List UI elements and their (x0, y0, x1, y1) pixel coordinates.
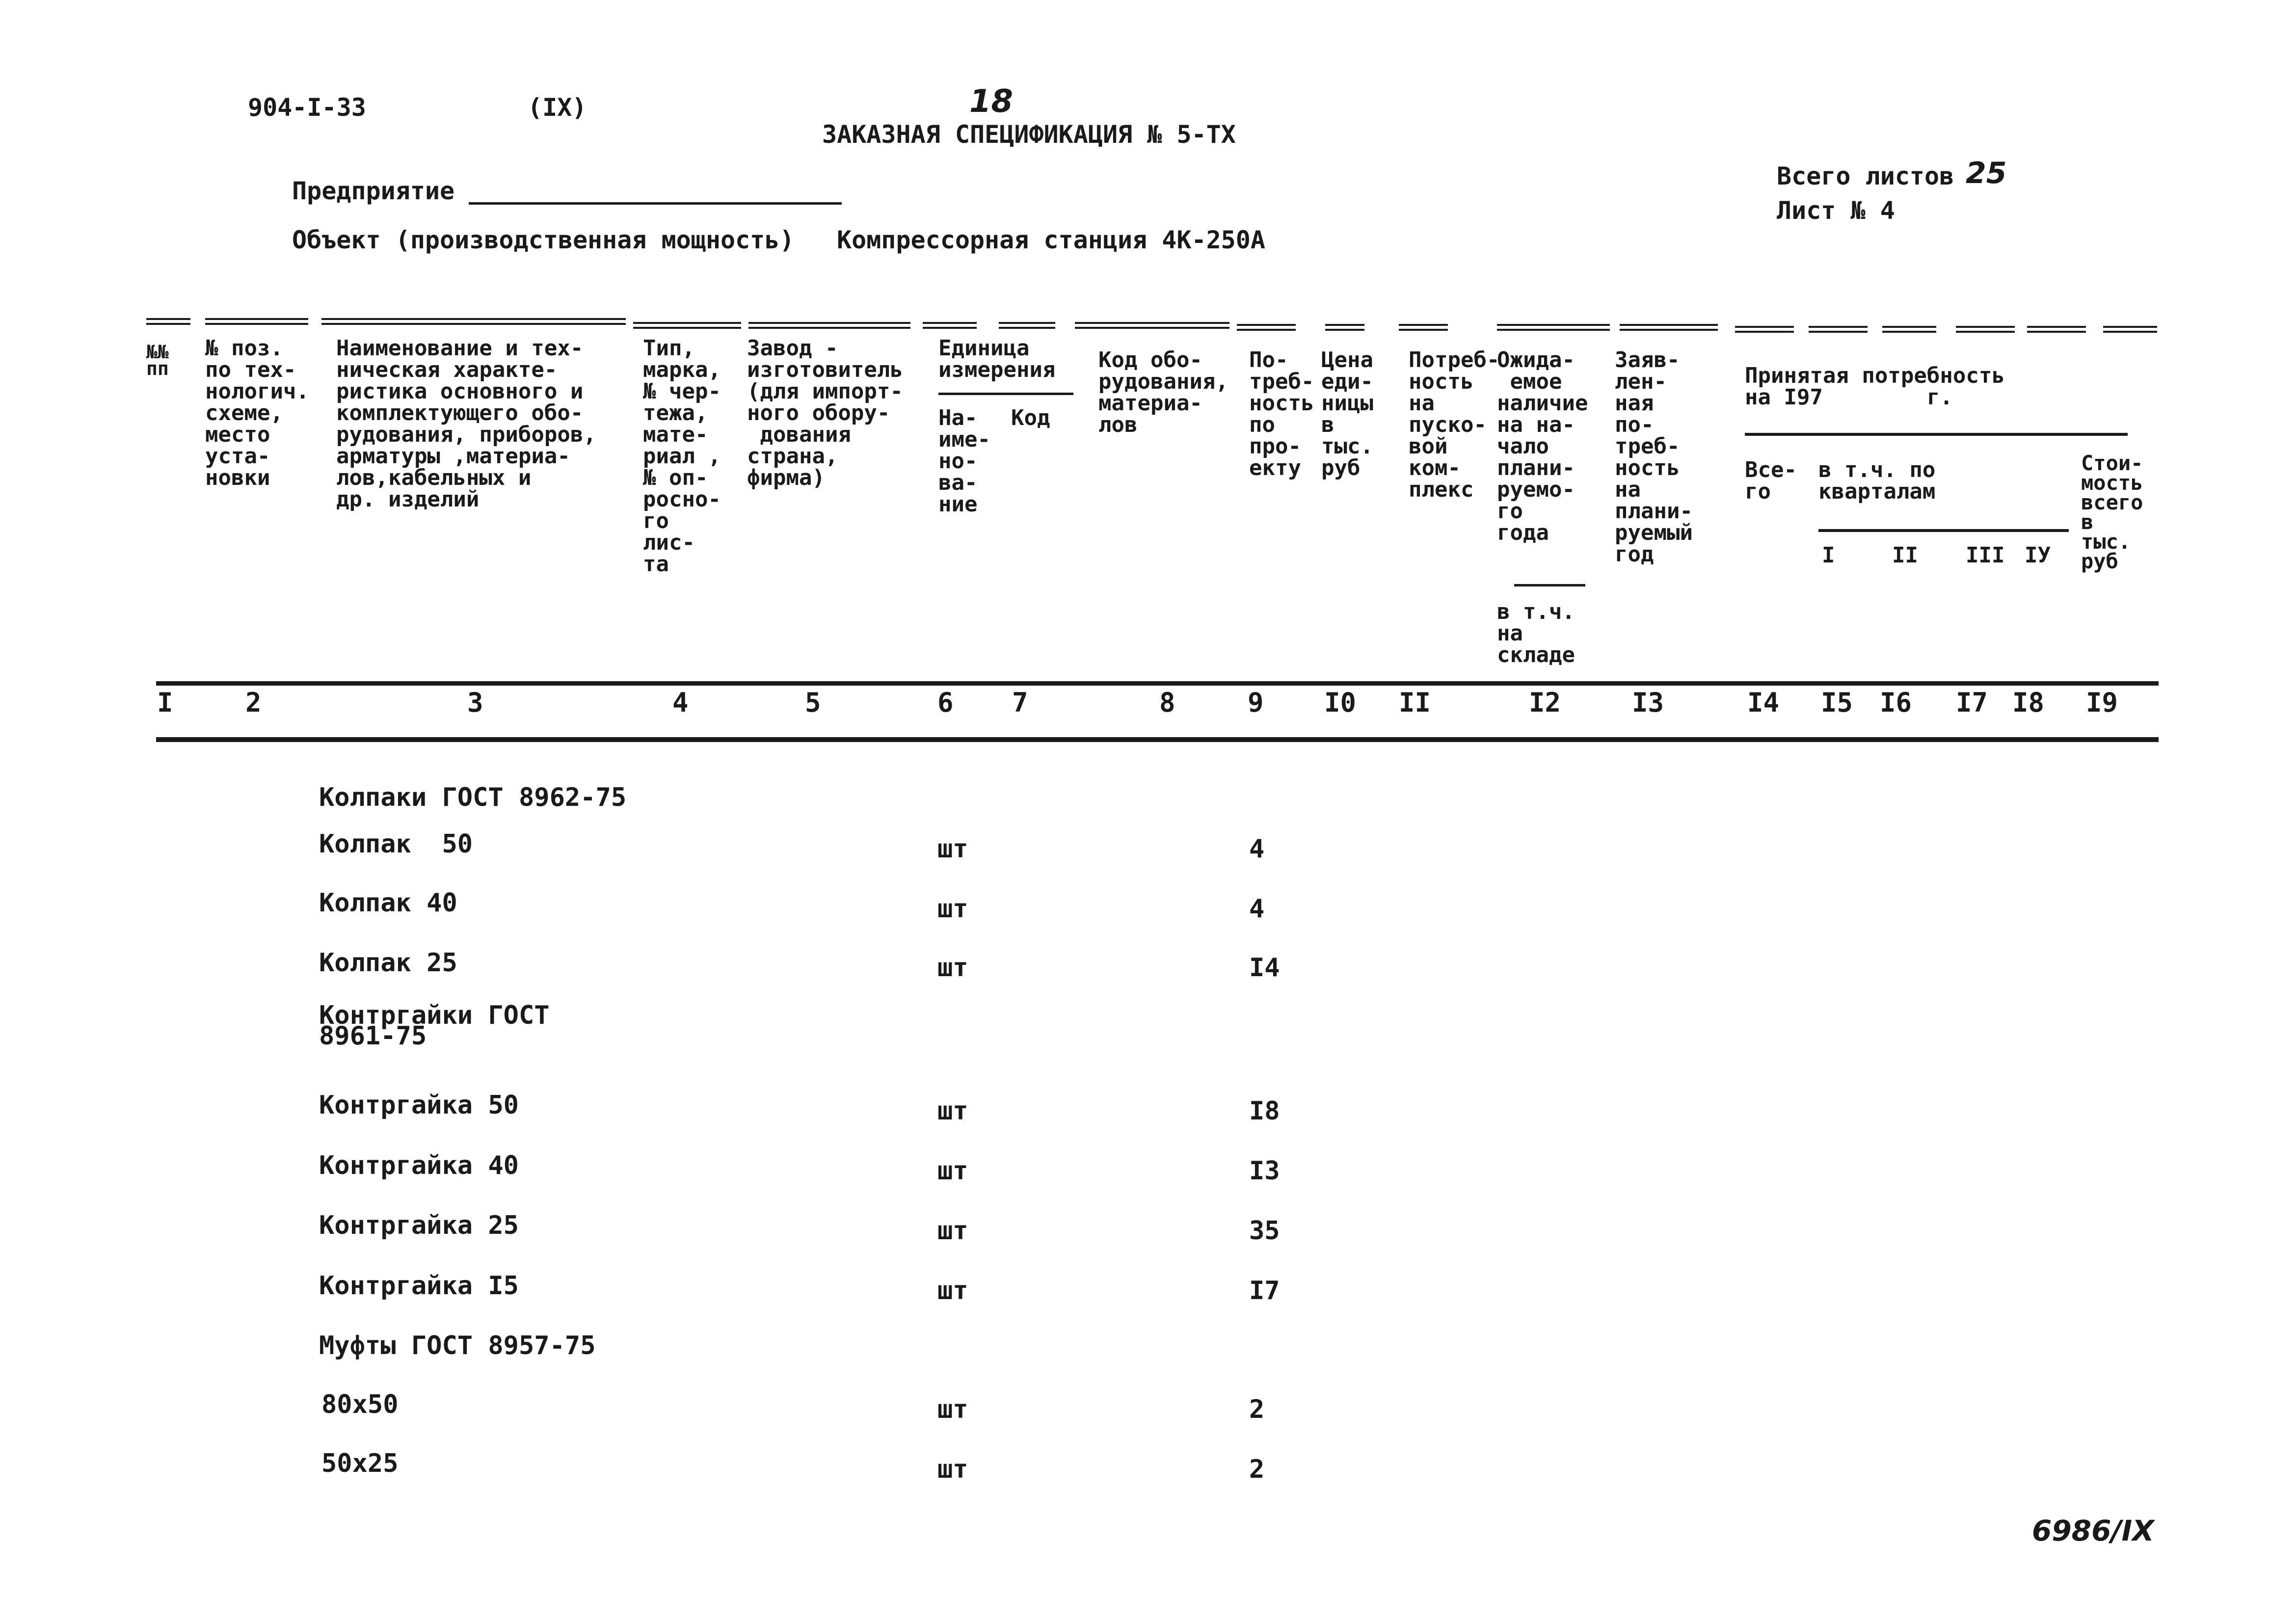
item-unit: шт (937, 953, 968, 983)
column-number: I6 (1880, 687, 1912, 718)
document-code: 904-I-33 (248, 93, 366, 122)
header-col-7: Код (1011, 405, 1050, 430)
volume-number: (IX) (528, 93, 587, 122)
item-group-heading: Колпаки ГОСТ 8962-75 (319, 783, 627, 812)
header-quarter-2: II (1892, 543, 1918, 568)
item-group-heading: Муфты ГОСТ 8957-75 (319, 1331, 596, 1360)
item-name: 80х50 (321, 1390, 399, 1419)
item-group-heading: Контргайки ГОСТ 8961-75 (319, 1001, 550, 1051)
header-col-4: Тип, марка, № чер- тежа, мате- риал , № оп- росно- го лис- та (643, 336, 721, 577)
page-number: 18 (969, 83, 1014, 120)
header-col-19: Стои- мость всего в тыс. руб (2081, 451, 2143, 573)
header-unit-group: Единица измерения (938, 336, 1056, 382)
sheet-label: Лист № 4 (1777, 196, 1895, 225)
numbers-bottom-rule (156, 737, 2159, 742)
item-unit: шт (937, 1276, 968, 1305)
header-quarter-4: IУ (2025, 543, 2051, 568)
header-col-14: Все- го (1745, 457, 1797, 504)
unit-group-rule (938, 393, 1073, 395)
item-unit: шт (937, 1216, 968, 1246)
col-12-sub-rule (1514, 584, 1585, 586)
column-number: 2 (245, 687, 262, 718)
header-col-5: Завод - изготовитель (для импорт- ного обору- дования страна, фирма) (747, 336, 903, 490)
total-sheets-label: Всего листов (1777, 162, 1954, 190)
enterprise-underline (469, 202, 842, 205)
item-quantity: 35 (1249, 1216, 1280, 1246)
item-quantity: I4 (1249, 953, 1280, 983)
column-number: I5 (1821, 687, 1853, 718)
item-name: Контргайка 50 (319, 1091, 519, 1120)
column-number: I8 (2012, 687, 2045, 718)
quarters-group-rule (1818, 529, 2069, 532)
header-quarter-3: III (1966, 543, 2005, 568)
header-quarter-1: I (1822, 543, 1835, 568)
total-sheets-value: 25 (1966, 156, 2007, 190)
header-col-10: Цена еди- ницы в тыс. руб (1321, 347, 1373, 480)
column-number: 3 (467, 687, 483, 718)
item-quantity: I3 (1249, 1156, 1280, 1186)
column-number: I4 (1747, 687, 1780, 718)
item-name: 50х25 (321, 1449, 399, 1478)
header-col-8: Код обо- рудования, материа- лов (1098, 347, 1228, 437)
item-quantity: I8 (1249, 1096, 1280, 1126)
accepted-group-rule (1745, 433, 2128, 436)
item-unit: шт (937, 1455, 968, 1484)
column-number: II (1399, 687, 1431, 718)
item-unit: шт (937, 1395, 968, 1424)
item-unit: шт (937, 1156, 968, 1186)
column-number: I7 (1956, 687, 1988, 718)
column-number: I9 (2086, 687, 2118, 718)
item-name: Контргайка 25 (319, 1211, 519, 1240)
column-number: I2 (1529, 687, 1561, 718)
archive-stamp: 6986/IX (2032, 1514, 2154, 1547)
spec-title: ЗАКАЗНАЯ СПЕЦИФИКАЦИЯ № 5-ТХ (822, 120, 1236, 149)
item-name: Колпак 50 (319, 829, 473, 859)
column-number: I3 (1632, 687, 1664, 718)
header-col-1: №№ пп (146, 341, 169, 379)
enterprise-label: Предприятие (292, 177, 455, 205)
column-number: 4 (672, 687, 689, 718)
column-number: 6 (937, 687, 954, 718)
item-unit: шт (937, 894, 968, 924)
column-number: 7 (1012, 687, 1028, 718)
item-name: Контргайка 40 (319, 1151, 519, 1180)
column-number: I (157, 687, 173, 718)
item-quantity: 2 (1249, 1395, 1265, 1424)
header-col-13: Заяв- лен- ная по- треб- ность на плани- руемый год (1615, 347, 1693, 567)
item-unit: шт (937, 834, 968, 864)
item-quantity: 4 (1249, 834, 1265, 864)
item-quantity: 2 (1249, 1455, 1265, 1484)
header-quarters-group: в т.ч. по кварталам (1818, 457, 1936, 504)
header-col-11: Потреб- ность на пуско- вой ком- плекс (1409, 347, 1500, 502)
header-col-9: По- треб- ность по про- екту (1249, 347, 1314, 480)
header-col-6: На- име- но- ва- ние (938, 405, 990, 517)
header-bottom-rule (156, 681, 2159, 686)
item-name: Контргайка I5 (319, 1271, 519, 1301)
column-number: 8 (1159, 687, 1175, 718)
item-name: Колпак 25 (319, 948, 457, 978)
header-col-12-sub: в т.ч. на складе (1497, 599, 1575, 667)
object-label: Объект (производственная мощность) (292, 226, 795, 254)
column-number: 5 (805, 687, 821, 718)
item-quantity: I7 (1249, 1276, 1280, 1305)
header-col-12: Ожида- емое наличие на на- чало плани- руемо- го года (1497, 347, 1588, 545)
header-col-2: № поз. по тех- нологич. схеме, место уста- новки (205, 336, 309, 490)
item-name: Колпак 40 (319, 888, 457, 918)
column-number: I0 (1324, 687, 1357, 718)
header-col-3: Наименование и тех- ническая характе- ристика основного и комплектующего обо- рудования, приборов, арматуры ,материа- лов,кабельных и др. изделий (336, 336, 596, 512)
object-value: Компрессорная станция 4К-250А (837, 226, 1265, 254)
item-unit: шт (937, 1096, 968, 1126)
header-accepted-group: Принятая потребность на I97 г. (1745, 363, 2005, 410)
column-number: 9 (1248, 687, 1264, 718)
item-quantity: 4 (1249, 894, 1265, 924)
